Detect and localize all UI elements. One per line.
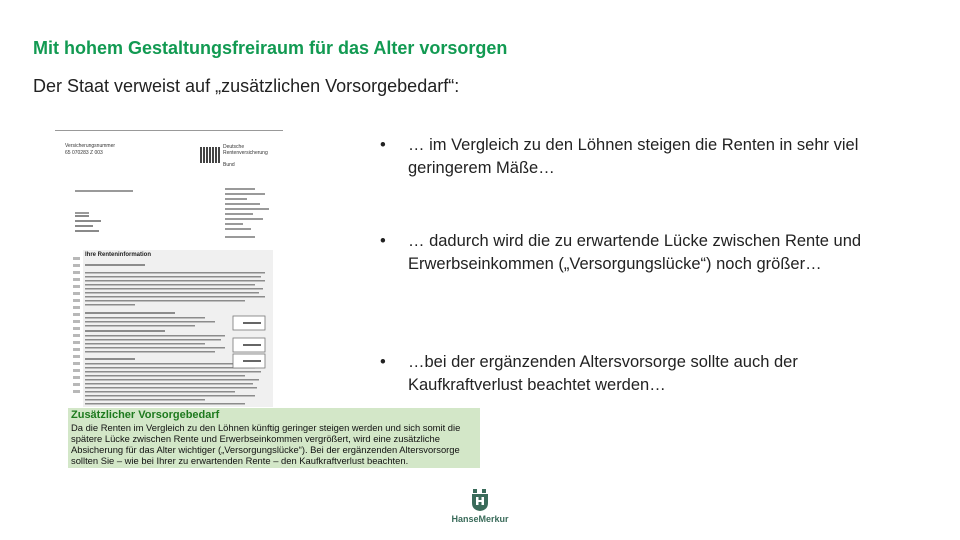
logo-wordmark: HanseMerkur xyxy=(451,514,509,524)
letter-reference-line: Versicherungsnummer xyxy=(65,143,116,149)
hansemerkur-logo xyxy=(444,489,516,529)
letter-organisation xyxy=(223,144,268,168)
letter-contact-block xyxy=(225,188,275,248)
letter-reference xyxy=(65,143,115,157)
letter-recipient-block xyxy=(75,186,135,216)
slide-subtitle: Der Staat verweist auf „zusätzlichen Vorsorgebedarf“: xyxy=(33,76,460,96)
slide-title: Mit hohem Gestaltungsfreiraum für das Alter vorsorgen xyxy=(33,38,508,58)
letter-org-line: Bund xyxy=(223,162,235,168)
infobox-title: Ihre Renteninformation xyxy=(85,252,152,258)
bullet-item: • …bei der ergänzenden Altersvorsorge sollte auch der Kaufkraftverlust beachtet werden… xyxy=(380,351,900,397)
renteninformation-box xyxy=(83,250,273,407)
letter-org-line: Deutsche xyxy=(223,144,245,150)
letter-top-rule xyxy=(55,130,283,131)
drv-logo-icon xyxy=(200,147,220,163)
bullet-item: • … dadurch wird die zu erwartende Lücke zwischen Rente und Erwerbseinkommen („Versorgungslücke“) noch größer… xyxy=(380,230,900,276)
letter-recipient-address xyxy=(75,215,115,245)
highlight-title: Zusätzlicher Vorsorgebedarf xyxy=(71,409,220,421)
infobox-text-lines xyxy=(85,262,271,412)
letter-margin-numbers xyxy=(73,257,80,397)
letter-org-line: Rentenversicherung xyxy=(223,150,268,156)
hansemerkur-logo-icon xyxy=(470,489,490,511)
letter-reference-line: 65 070283 Z 003 xyxy=(65,150,103,156)
zusaetzlicher-vorsorgebedarf-box xyxy=(68,408,480,468)
highlight-body: Da die Renten im Vergleich zu den Löhnen künftig geringer steigen werden und sich somit die spätere Lücke zwischen Rente und Erwerbseinkommen vergrößert, wird eine zusätzliche Absicherung für das Alter wichtiger („Versorgungslücke“). Bei der ergänzenden Altersvorsorge sollten Sie – wie bei Ihrer zu erwartenden Rente – den Kaufkraftverlust beachten. xyxy=(71,422,461,466)
bullet-item: • … im Vergleich zu den Löhnen steigen die Renten in sehr viel geringerem Mäße… xyxy=(380,134,900,180)
